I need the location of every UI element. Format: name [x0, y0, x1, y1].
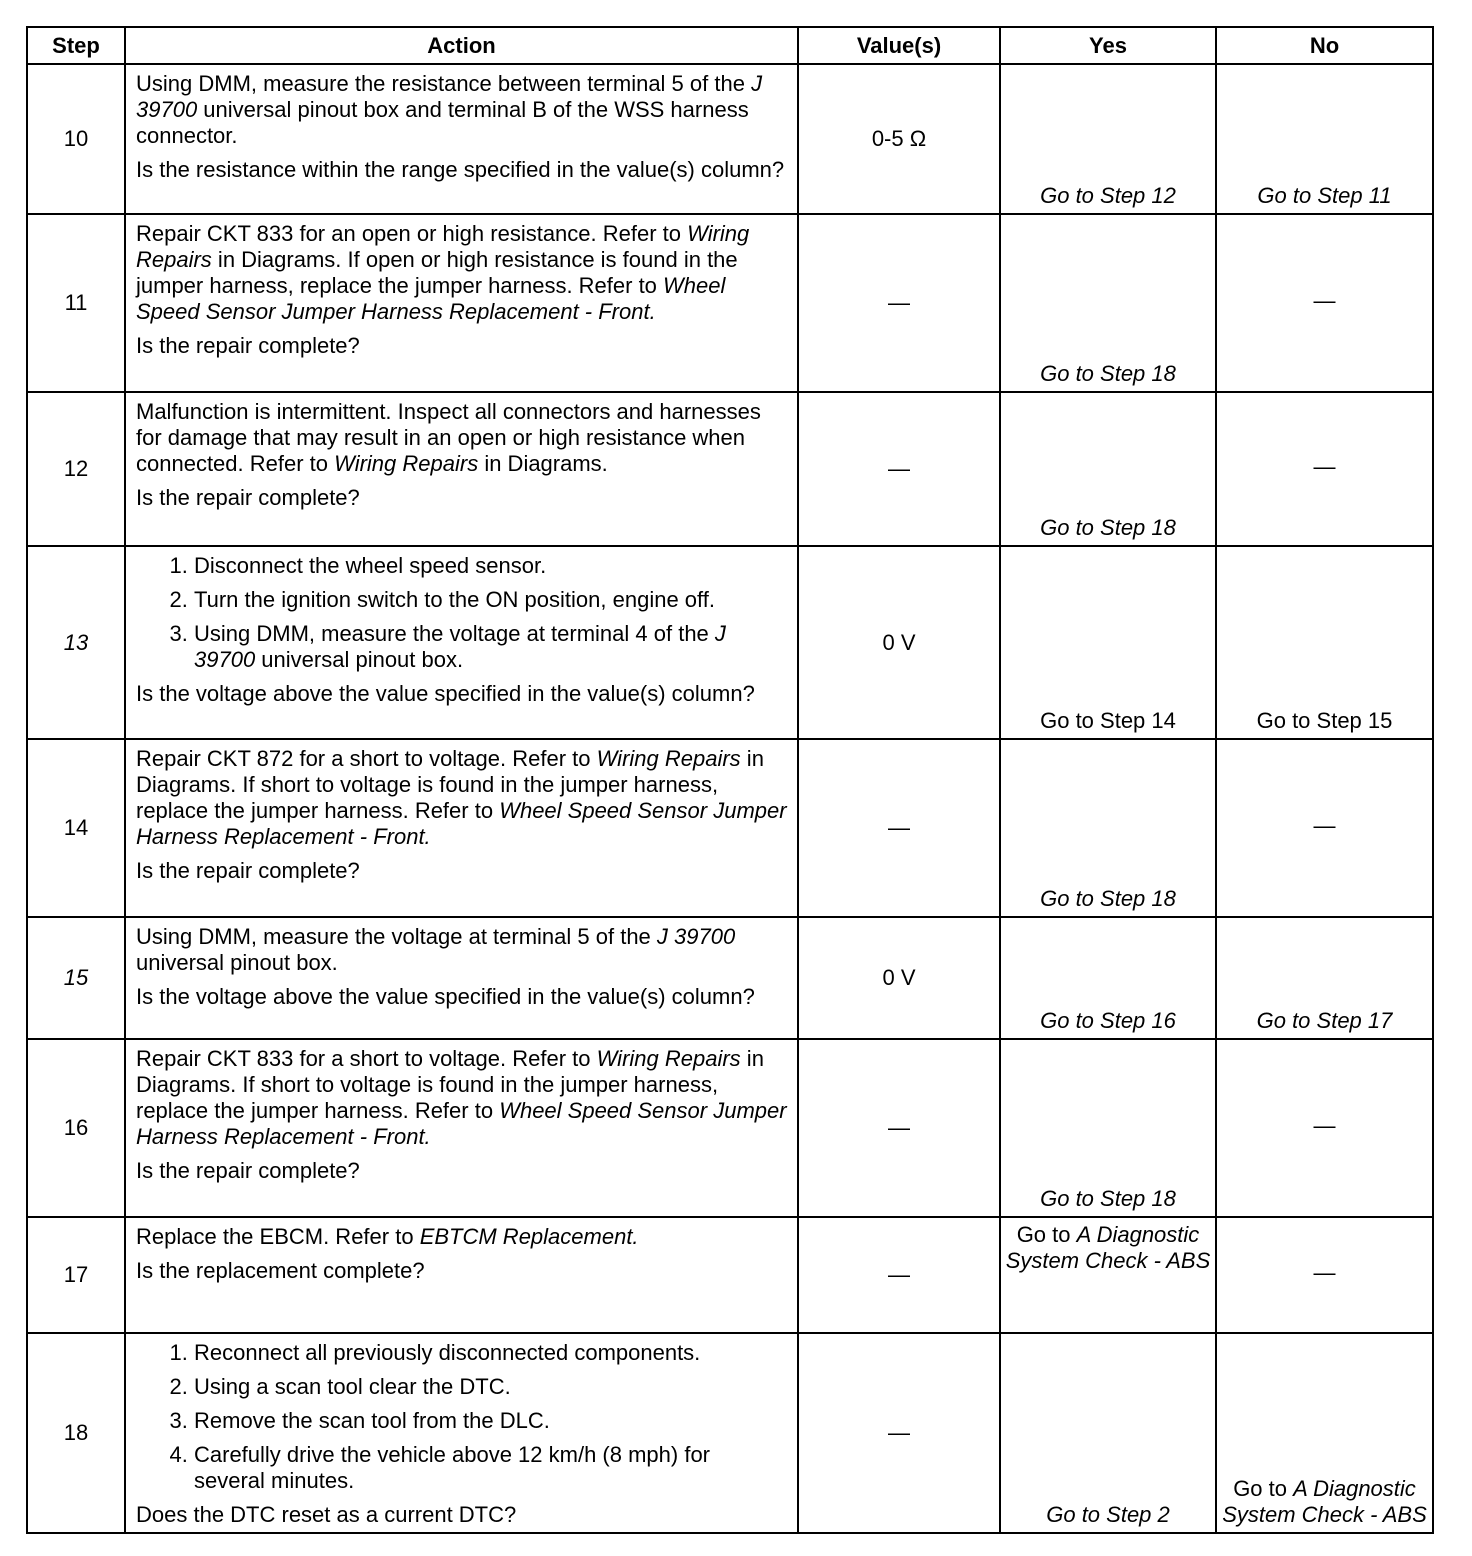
list-item: 2. Using a scan tool clear the DTC. — [194, 1374, 787, 1400]
action-question: Is the repair complete? — [136, 1158, 360, 1183]
value-cell: — — [798, 1039, 1000, 1217]
step-number: 14 — [27, 739, 125, 917]
action-question: Is the repair complete? — [136, 333, 360, 358]
action-steps-list — [136, 1340, 787, 1494]
action-text: Malfunction is intermittent. Inspect all connectors and harnesses for damage that may result in an open or high resistance when connected. Refer to Wiring Repairs in Diagrams. — [136, 399, 761, 476]
action-question: Is the replacement complete? — [136, 1258, 425, 1283]
table-row — [27, 917, 1433, 1039]
yes-cell: Go to Step 18 — [1000, 392, 1216, 546]
table-row — [27, 739, 1433, 917]
value-cell: 0 V — [798, 917, 1000, 1039]
header-row — [27, 27, 1433, 64]
value-cell: 0 V — [798, 546, 1000, 739]
action-steps-list — [136, 553, 787, 673]
step-number: 15 — [27, 917, 125, 1039]
action-text: Repair CKT 833 for an open or high resistance. Refer to Wiring Repairs in Diagrams. If open or high resistance is found in the jumper harness, replace the jumper harness. Refer to Wheel Speed Sensor Jumper Harness Replacement - Front. — [136, 221, 750, 324]
no-cell: — — [1216, 392, 1433, 546]
header-action: Action — [125, 27, 798, 64]
no-cell: — — [1216, 739, 1433, 917]
table-row — [27, 392, 1433, 546]
header-step: Step — [27, 27, 125, 64]
table-row — [27, 64, 1433, 214]
list-item: 3. Using DMM, measure the voltage at terminal 4 of the J 39700 universal pinout box. — [194, 621, 787, 673]
list-item: 2. Turn the ignition switch to the ON position, engine off. — [194, 587, 787, 613]
yes-cell: Go to Step 18 — [1000, 739, 1216, 917]
value-cell: — — [798, 1333, 1000, 1533]
action-text: Repair CKT 872 for a short to voltage. Refer to Wiring Repairs in Diagrams. If short to voltage is found in the jumper harness, replace the jumper harness. Refer to Wheel Speed Sensor Jumper Harness Replacement - Front. — [136, 746, 787, 849]
action-cell — [125, 1217, 798, 1333]
action-question: Is the repair complete? — [136, 858, 360, 883]
action-question: Does the DTC reset as a current DTC? — [136, 1502, 517, 1527]
action-question: Is the voltage above the value specified in the value(s) column? — [136, 681, 755, 706]
value-cell: — — [798, 214, 1000, 392]
value-cell: — — [798, 1217, 1000, 1333]
no-cell: — — [1216, 1039, 1433, 1217]
diagnostic-table — [26, 26, 1434, 1534]
action-question: Is the repair complete? — [136, 485, 360, 510]
list-item: 1. Reconnect all previously disconnected components. — [194, 1340, 787, 1366]
action-text: Using DMM, measure the voltage at terminal 5 of the J 39700 universal pinout box. — [136, 924, 736, 975]
table-row — [27, 1333, 1433, 1533]
step-number: 12 — [27, 392, 125, 546]
yes-cell: Go to Step 16 — [1000, 917, 1216, 1039]
action-cell — [125, 739, 798, 917]
yes-cell: Go to Step 18 — [1000, 1039, 1216, 1217]
action-cell — [125, 392, 798, 546]
action-cell — [125, 546, 798, 739]
action-cell — [125, 1333, 798, 1533]
no-cell: Go to Step 17 — [1216, 917, 1433, 1039]
action-text: Repair CKT 833 for a short to voltage. Refer to Wiring Repairs in Diagrams. If short to voltage is found in the jumper harness, replace the jumper harness. Refer to Wheel Speed Sensor Jumper Harness Replacement - Front. — [136, 1046, 787, 1149]
yes-cell: Go to Step 12 — [1000, 64, 1216, 214]
list-item: 1. Disconnect the wheel speed sensor. — [194, 553, 787, 579]
yes-cell: Go to Step 18 — [1000, 214, 1216, 392]
action-question: Is the resistance within the range specified in the value(s) column? — [136, 157, 785, 182]
table-row — [27, 1039, 1433, 1217]
list-item: 3. Remove the scan tool from the DLC. — [194, 1408, 787, 1434]
no-cell: Go to Step 15 — [1216, 546, 1433, 739]
action-cell — [125, 917, 798, 1039]
value-cell: 0-5 Ω — [798, 64, 1000, 214]
header-yes: Yes — [1000, 27, 1216, 64]
no-cell: Go to A Diagnostic System Check - ABS — [1216, 1333, 1433, 1533]
table-row — [27, 214, 1433, 392]
table-row — [27, 1217, 1433, 1333]
no-cell: — — [1216, 1217, 1433, 1333]
step-number: 16 — [27, 1039, 125, 1217]
action-cell — [125, 214, 798, 392]
table-row — [27, 546, 1433, 739]
step-number: 10 — [27, 64, 125, 214]
step-number: 17 — [27, 1217, 125, 1333]
no-cell: Go to Step 11 — [1216, 64, 1433, 214]
action-cell — [125, 1039, 798, 1217]
step-number: 11 — [27, 214, 125, 392]
action-question: Is the voltage above the value specified in the value(s) column? — [136, 984, 755, 1009]
step-number: 13 — [27, 546, 125, 739]
action-text: Using DMM, measure the resistance between terminal 5 of the J 39700 universal pinout box and terminal B of the WSS harness connector. — [136, 71, 763, 148]
value-cell: — — [798, 739, 1000, 917]
list-item: 4. Carefully drive the vehicle above 12 km/h (8 mph) for several minutes. — [194, 1442, 787, 1494]
header-no: No — [1216, 27, 1433, 64]
no-cell: — — [1216, 214, 1433, 392]
yes-cell: Go to Step 14 — [1000, 546, 1216, 739]
action-cell — [125, 64, 798, 214]
step-number: 18 — [27, 1333, 125, 1533]
yes-cell: Go to A Diagnostic System Check - ABS — [1000, 1217, 1216, 1333]
header-values: Value(s) — [798, 27, 1000, 64]
action-text: Replace the EBCM. Refer to EBTCM Replacement. — [136, 1224, 639, 1249]
yes-cell: Go to Step 2 — [1000, 1333, 1216, 1533]
value-cell: — — [798, 392, 1000, 546]
